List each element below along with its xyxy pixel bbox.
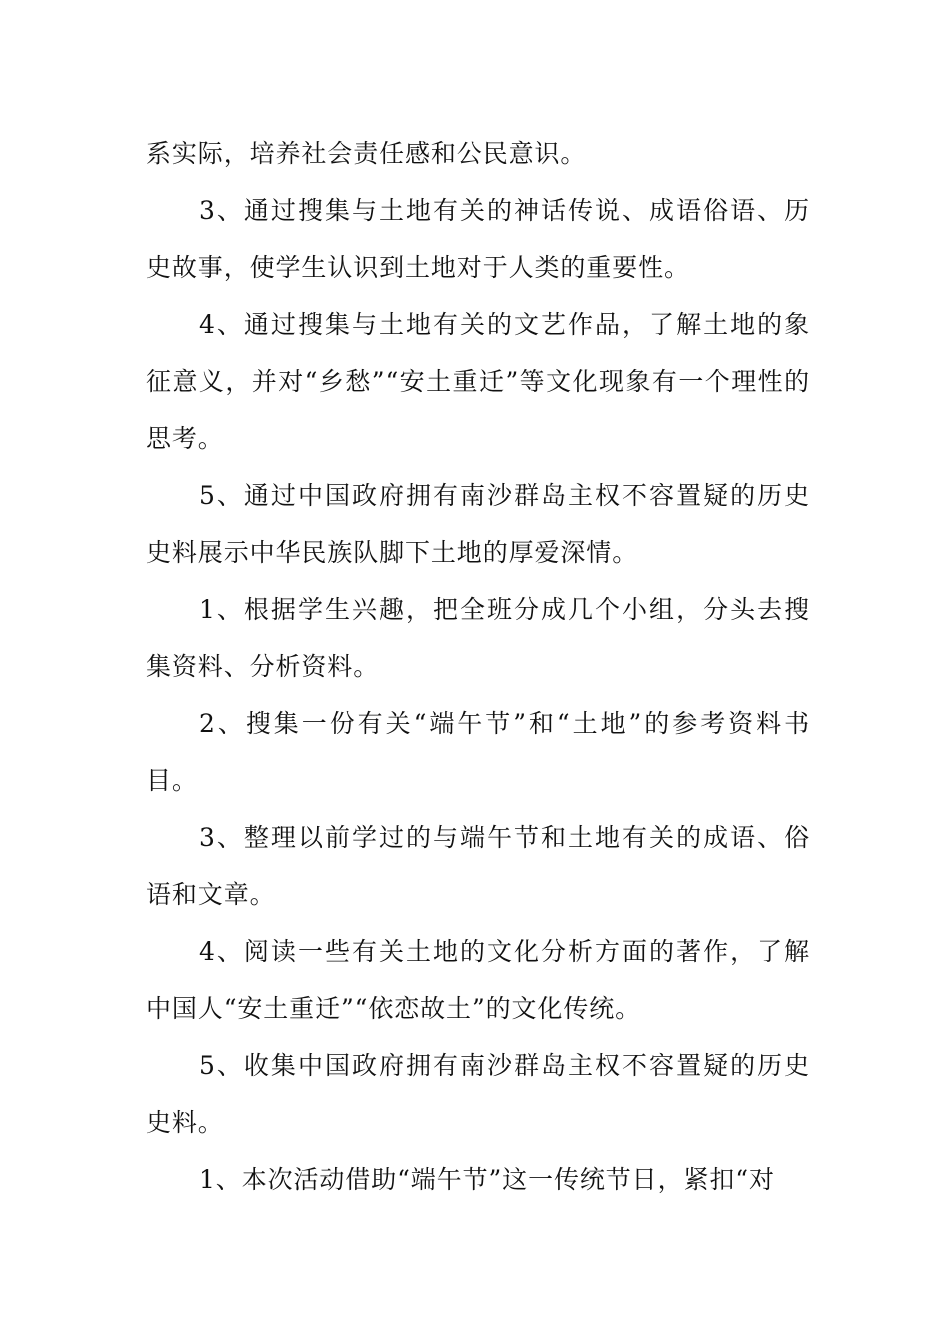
document-body xyxy=(146,125,810,1208)
paragraph-5: 1、根据学生兴趣，把全班分成几个小组，分头去搜集资料、分析资料。 xyxy=(146,595,810,681)
paragraph-9: 5、收集中国政府拥有南沙群岛主权不容置疑的历史史料。 xyxy=(146,1051,810,1137)
paragraph-4: 5、通过中国政府拥有南沙群岛主权不容置疑的历史史料展示中华民族队脚下土地的厚爱深情。 xyxy=(146,481,810,567)
paragraph-3: 4、通过搜集与土地有关的文艺作品，了解土地的象征意义，并对“乡愁”“安土重迁”等文化现象有一个理性的思考。 xyxy=(146,310,810,453)
paragraph-2: 3、通过搜集与土地有关的神话传说、成语俗语、历史故事，使学生认识到土地对于人类的重要性。 xyxy=(146,196,810,282)
paragraph-1: 系实际，培养社会责任感和公民意识。 xyxy=(146,139,587,168)
paragraph-7: 3、整理以前学过的与端午节和土地有关的成语、俗语和文章。 xyxy=(146,823,810,909)
paragraph-10: 1、本次活动借助“端午节”这一传统节日，紧扣“对 xyxy=(199,1165,775,1194)
paragraph-8: 4、阅读一些有关土地的文化分析方面的著作，了解中国人“安土重迁”“依恋故土”的文化传统。 xyxy=(146,937,810,1023)
paragraph-6: 2、搜集一份有关“端午节”和“土地”的参考资料书目。 xyxy=(146,709,810,795)
